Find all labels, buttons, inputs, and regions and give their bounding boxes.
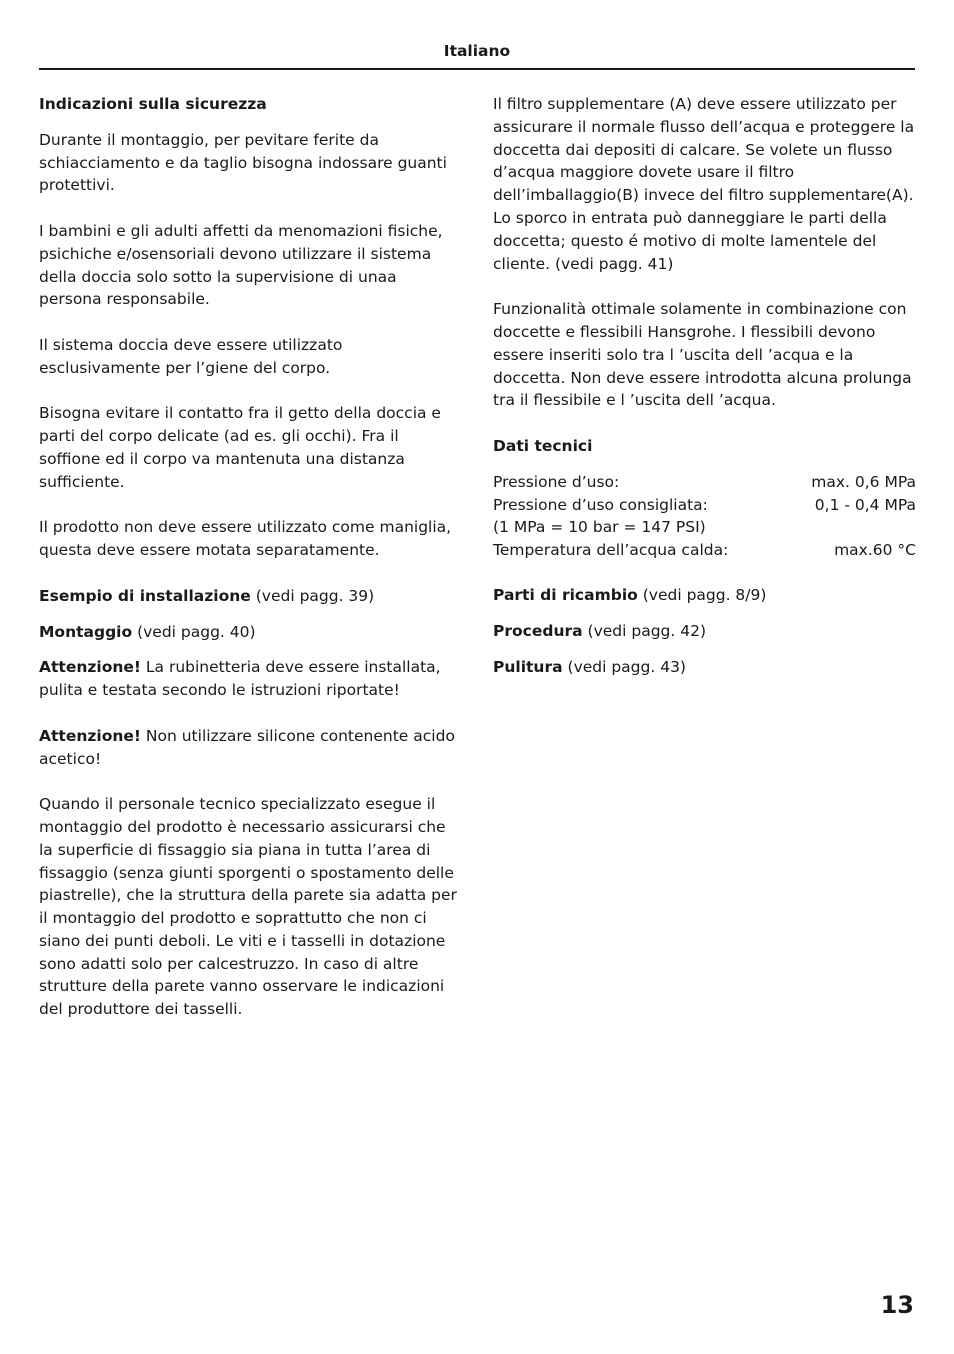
spec-row bbox=[493, 516, 916, 539]
safety-paragraph-5: Il prodotto non deve essere utilizzato come maniglia, questa deve essere motata separatamente. bbox=[39, 518, 452, 560]
warning-1-label: Attenzione! bbox=[39, 658, 141, 677]
page-number: 13 bbox=[880, 1291, 914, 1319]
spec-label: Temperatura dell’acqua calda: bbox=[493, 541, 729, 560]
spec-value: 0,1 - 0,4 MPa bbox=[814, 495, 916, 514]
filter-paragraph: Il filtro supplementare (A) deve essere utilizzato per assicurare il normale flusso dell’acqua e proteggere la doccetta dai depositi di calcare. Se volete un flusso d’acqua maggiore dovete usare il filtro dell’imballaggio(B) invece del filtro supplementare(A). Lo sporco in entrata può danneggiare le parti della doccetta; questo é motivo di molte lamentele del cliente. (vedi pagg. 41) bbox=[493, 95, 915, 273]
procedure-label: Procedura bbox=[493, 621, 583, 640]
warning-2 bbox=[39, 725, 459, 771]
spec-row bbox=[493, 471, 916, 494]
safety-paragraph-2: I bambini e gli adulti affetti da menomazioni fisiche, psichiche e/osensoriali devono utilizzare il sistema della doccia solo sotto la supervisione di unaa persona responsabile. bbox=[39, 221, 443, 309]
spec-row bbox=[493, 539, 916, 562]
warning-2-label: Attenzione! bbox=[39, 726, 141, 745]
procedure-line bbox=[493, 620, 916, 643]
mounting-ref: (vedi pagg. 40) bbox=[137, 622, 256, 641]
spare-parts-label: Parti di ricambio bbox=[493, 585, 638, 604]
installer-paragraph: Quando il personale tecnico specializzato esegue il montaggio del prodotto è necessario assicurarsi che la superficie di fissaggio sia piana in tutta l’area di fissaggio (senza giunti sporgenti o spostamento delle piastrelle), che la struttura della parete sia adatta per il montaggio del prodotto e soprattutto che non ci siano dei punti deboli. Le viti e i tasselli in dotazione sono adatti solo per calcestruzzo. In caso di altre strutture della parete vanno osservare le indicazioni del produttore dei tasselli. bbox=[39, 795, 457, 1019]
spare-parts-ref: (vedi pagg. 8/9) bbox=[642, 585, 767, 604]
spec-value: max. 0,6 MPa bbox=[811, 472, 916, 491]
safety-paragraph-1: Durante il montaggio, per pevitare ferite da schiacciamento e da taglio bisogna indossare guanti protettivi. bbox=[39, 130, 447, 195]
safety-paragraph-3: Il sistema doccia deve essere utilizzato esclusivamente per l’giene del corpo. bbox=[39, 335, 343, 377]
install-example-label: Esempio di installazione bbox=[39, 586, 251, 605]
warning-1-text: La rubinetteria deve essere installata, pulita e testata secondo le istruzioni riportate! bbox=[39, 658, 441, 700]
safety-paragraph-4: Bisogna evitare il contatto fra il getto della doccia e parti del corpo delicate (ad es. gli occhi). Fra il soffione ed il corpo va mantenuta una distanza sufficiente. bbox=[39, 404, 441, 491]
mounting-label: Montaggio bbox=[39, 622, 133, 641]
language-label: Italiano bbox=[443, 42, 511, 60]
function-paragraph: Funzionalità ottimale solamente in combinazione con doccette e flessibili Hansgrohe. I flessibili devono essere inseriti solo tra l ’uscita dell ’acqua e la doccetta. Non deve essere introdotta alcuna prolunga tra il flessibile e l ’uscita dell ’acqua. bbox=[493, 300, 912, 410]
spec-list bbox=[493, 471, 916, 562]
spec-label: Pressione d’uso consigliata: bbox=[493, 495, 708, 514]
spec-row bbox=[493, 494, 916, 517]
spec-label: Pressione d’uso: bbox=[493, 472, 620, 491]
install-example-line bbox=[39, 585, 459, 608]
tech-heading: Dati tecnici bbox=[493, 436, 593, 455]
right-column bbox=[493, 93, 916, 691]
cleaning-line bbox=[493, 656, 916, 679]
mounting-line bbox=[39, 621, 459, 644]
cleaning-label: Pulitura bbox=[493, 657, 563, 676]
warning-2-text: Non utilizzare silicone contenente acido acetico! bbox=[39, 726, 455, 768]
safety-heading: Indicazioni sulla sicurezza bbox=[39, 95, 267, 113]
cleaning-ref: (vedi pagg. 43) bbox=[567, 657, 686, 676]
procedure-ref: (vedi pagg. 42) bbox=[587, 621, 706, 640]
spare-parts-line bbox=[493, 584, 916, 607]
page-header bbox=[39, 40, 915, 70]
warning-1 bbox=[39, 656, 459, 702]
spec-label: (1 MPa = 10 bar = 147 PSI) bbox=[493, 518, 706, 537]
left-column bbox=[39, 93, 459, 1044]
spec-value: max.60 °C bbox=[834, 541, 916, 560]
install-example-ref: (vedi pagg. 39) bbox=[255, 586, 375, 605]
